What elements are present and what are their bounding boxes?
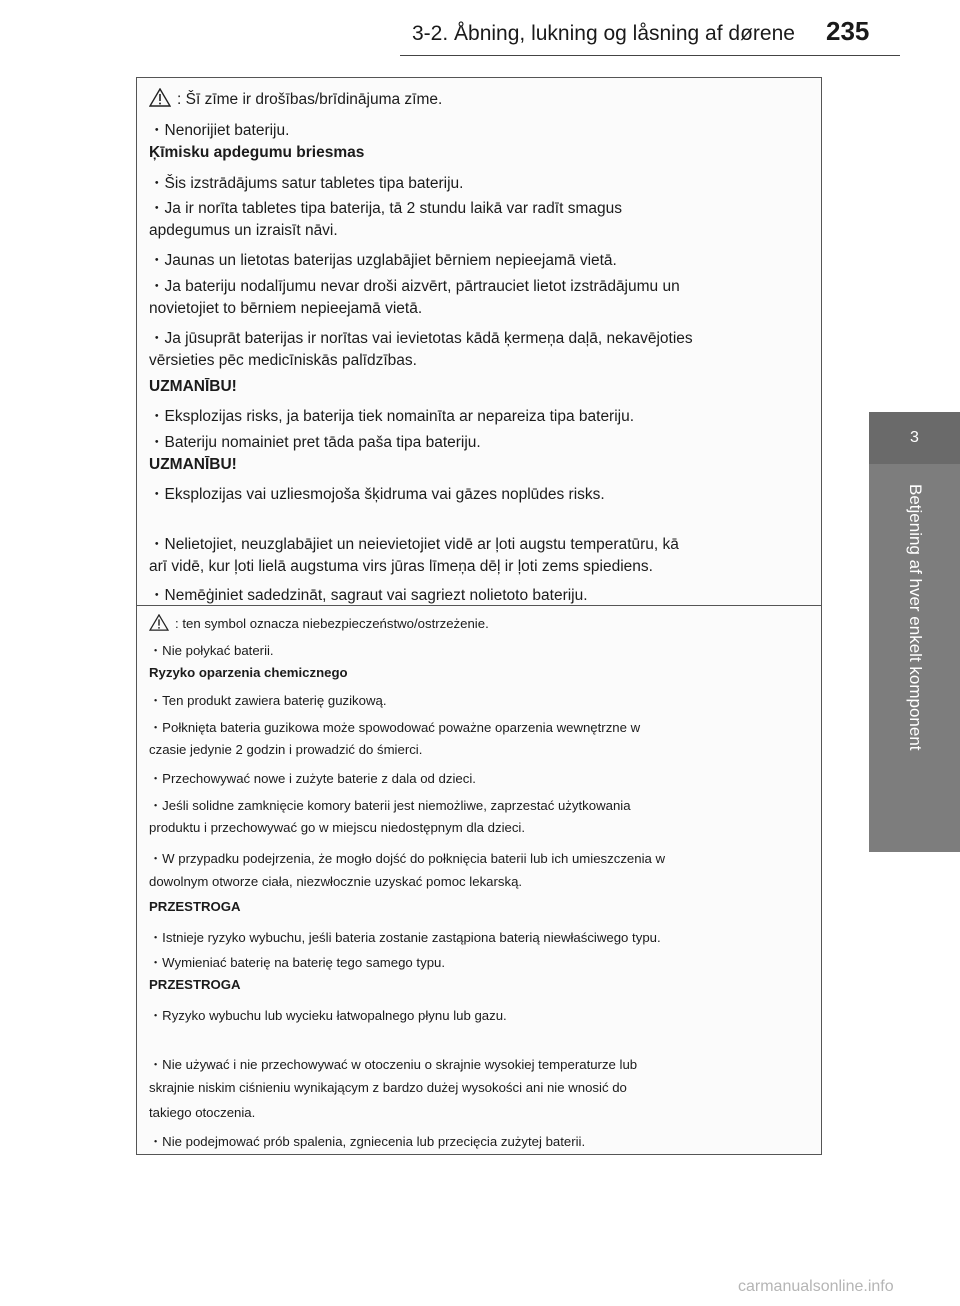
text-line: ・Jaunas un lietotas baterijas uzglabājiet bērniem nepieejamā vietā. <box>149 252 617 269</box>
text-line: ・Ja bateriju nodalījumu nevar droši aizvērt, pārtrauciet lietot izstrādājumu un <box>149 278 680 295</box>
text-line: novietojiet to bērniem nepieejamā vietā. <box>149 300 423 317</box>
text-line: ・Przechowywać nowe i zużyte baterie z dala od dzieci. <box>149 771 476 786</box>
warning-triangle-icon <box>149 614 169 631</box>
text-line: ・Nemēģiniet sadedzināt, sagraut vai sagriezt nolietoto bateriju. <box>149 587 588 604</box>
text-line: apdegumus un izraisīt nāvi. <box>149 222 338 239</box>
page-header <box>0 0 960 60</box>
page-number: 235 <box>826 16 870 46</box>
text-line: ・Bateriju nomainiet pret tāda paša tipa bateriju. <box>149 434 481 451</box>
text-line: produktu i przechowywać go w miejscu niedostępnym dla dzieci. <box>149 820 526 835</box>
text-line: ・Nie podejmować prób spalenia, zgniecenia lub przecięcia zużytej baterii. <box>149 1134 586 1149</box>
text-line: ・Ja jūsuprāt baterijas ir norītas vai ievietotas kādā ķermeņa daļā, nekavējoties <box>149 330 693 347</box>
chapter-number: 3 <box>869 412 960 464</box>
heading-line: UZMANĪBU! <box>149 378 237 395</box>
heading-line: PRZESTROGA <box>149 899 241 914</box>
section-title: 3-2. Åbning, lukning og låsning af dørene <box>412 22 795 45</box>
warning-triangle-icon <box>149 88 171 107</box>
watermark-text: carmanualsonline.info <box>738 1278 894 1295</box>
heading-line: PRZESTROGA <box>149 977 241 992</box>
warning-symbol-note <box>149 88 442 109</box>
heading-line: Ķīmisku apdegumu briesmas <box>149 144 365 161</box>
polish-warning-box <box>136 605 822 1155</box>
heading-line: Ryzyko oparzenia chemicznego <box>149 665 348 680</box>
symbol-note-text: : ten symbol oznacza niebezpieczeństwo/ostrzeżenie. <box>175 616 489 631</box>
text-line: ・Nie połykać baterii. <box>149 643 274 658</box>
chapter-label: Betjening af hver enkelt komponent <box>906 484 925 751</box>
text-line: arī vidē, kur ļoti lielā augstuma virs jūras līmeņa dēļ ir ļoti zems spiediens. <box>149 558 653 575</box>
text-line: ・Nelietojiet, neuzglabājiet un neievietojiet vidē ar ļoti augstu temperatūru, kā <box>149 536 679 553</box>
text-line: ・Eksplozijas vai uzliesmojoša šķidruma vai gāzes noplūdes risks. <box>149 486 605 503</box>
text-line: czasie jedynie 2 godzin i prowadzić do śmierci. <box>149 742 423 757</box>
text-line: ・Eksplozijas risks, ja baterija tiek nomainīta ar nepareiza tipa bateriju. <box>149 408 635 425</box>
text-line: ・Ryzyko wybuchu lub wycieku łatwopalnego płynu lub gazu. <box>149 1008 507 1023</box>
heading-line: UZMANĪBU! <box>149 456 237 473</box>
text-line: ・Ten produkt zawiera baterię guzikową. <box>149 693 387 708</box>
symbol-note-text: : Šī zīme ir drošības/brīdinājuma zīme. <box>177 91 443 108</box>
header-rule <box>400 55 900 56</box>
text-line: ・Wymieniać baterię na baterię tego samego typu. <box>149 955 446 970</box>
text-line: dowolnym otworze ciała, niezwłocznie uzyskać pomoc lekarską. <box>149 874 523 889</box>
text-line: ・Połknięta bateria guzikowa może spowodować poważne oparzenia wewnętrzne w <box>149 720 641 735</box>
latvian-warning-box <box>136 77 822 607</box>
text-line: skrajnie niskim ciśnieniu wynikającym z bardzo dużej wysokości ani nie wnosić do <box>149 1080 627 1095</box>
text-line: ・W przypadku podejrzenia, że mogło dojść do połknięcia baterii lub ich umieszczenia w <box>149 851 666 866</box>
text-line: ・Nenorijiet bateriju. <box>149 122 290 139</box>
warning-symbol-note <box>149 614 489 631</box>
text-line: vērsieties pēc medicīniskās palīdzības. <box>149 352 417 369</box>
text-line: ・Nie używać i nie przechowywać w otoczeniu o skrajnie wysokiej temperaturze lub <box>149 1057 638 1072</box>
chapter-side-tab <box>869 412 960 852</box>
text-line: ・Jeśli solidne zamknięcie komory baterii jest niemożliwe, zaprzestać użytkowania <box>149 798 631 813</box>
text-line: takiego otoczenia. <box>149 1105 256 1120</box>
text-line: ・Šis izstrādājums satur tabletes tipa bateriju. <box>149 175 464 192</box>
text-line: ・Istnieje ryzyko wybuchu, jeśli bateria zostanie zastąpiona baterią niewłaściwego typu. <box>149 930 661 945</box>
text-line: ・Ja ir norīta tabletes tipa baterija, tā 2 stundu laikā var radīt smagus <box>149 200 622 217</box>
